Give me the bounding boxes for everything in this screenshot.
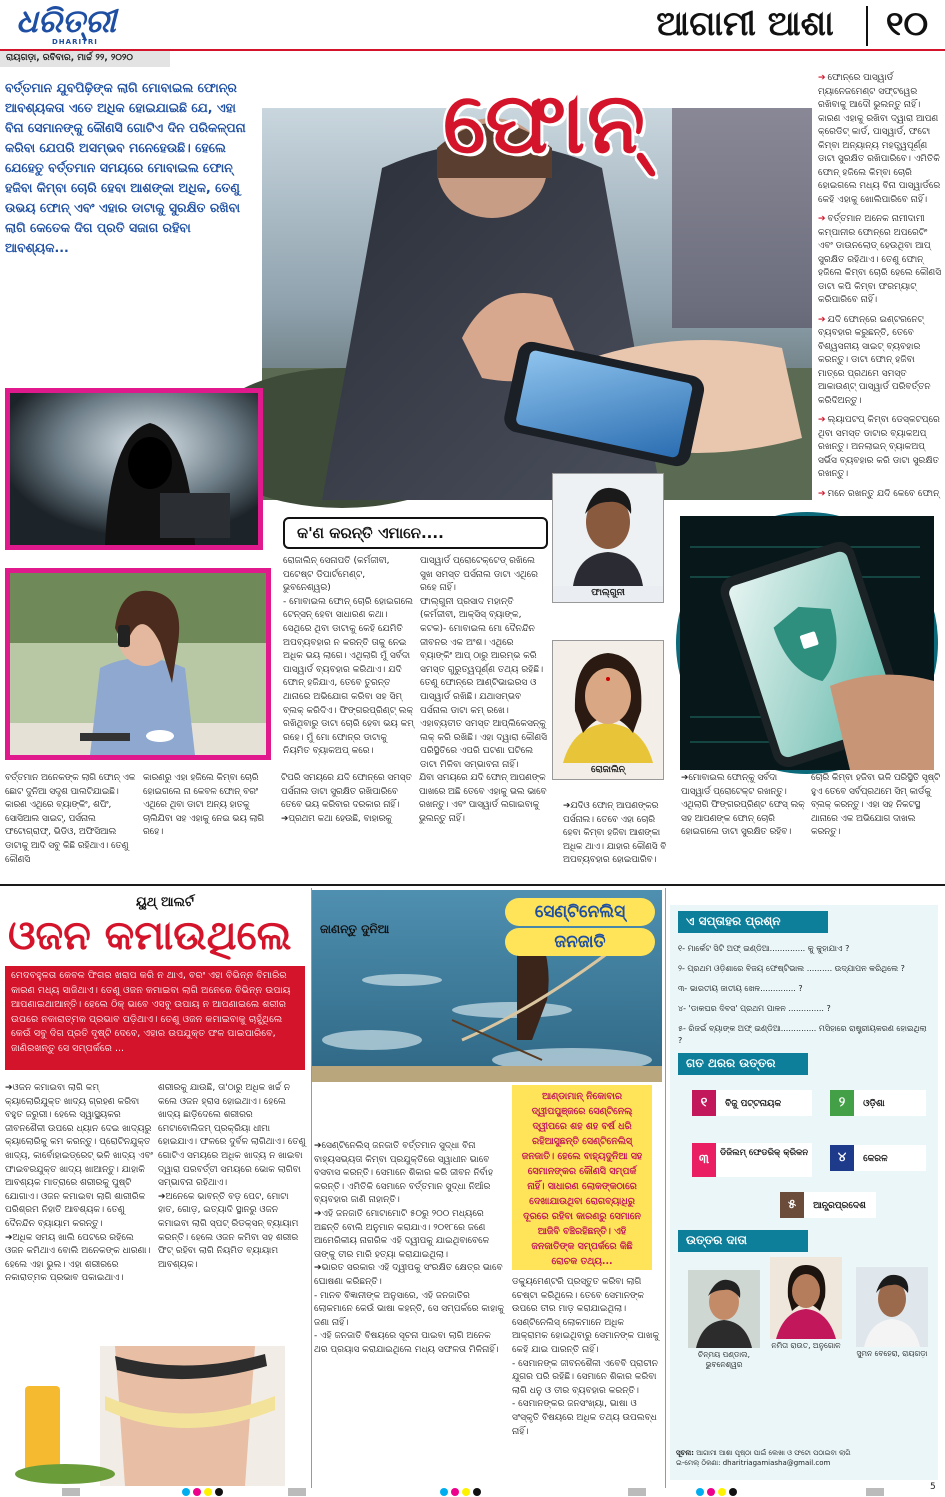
quiz-note [676,1448,934,1468]
lower-col-f: ➔ମୋବାଇଲ ଫୋନ୍‌କୁ ସର୍ବଦା ପାସ୍‌ୱାର୍ଡ ପ୍ରୋଟେକ୍ଟ ରଖନ୍ତୁ। ଏଥିଲାଗି ଫିଙ୍ଗରପ୍ରିଣ୍ଟ ଫେସ୍ ଲକ୍ ସହ ଆପଣଙ୍କ ଫୋନ୍ ଚୋରି ହୋଇଗଲେ ଡାଟା ସୁରକ୍ଷିତ ରହିବ। [681,773,808,838]
lower-col-e: ➔ଯଦିଓ ଫୋନ୍ ଆପଣଙ୍କର ପର୍ସନାଲ। ତେବେ ଏହା ଚୋରି ହେବା କିମ୍ବା ହଜିବା ଆଶଙ୍କା ଅଧିକ ଥାଏ। ଯାହାର କୌଣସି ବି ଅପବ୍ୟବହାର ହୋଇପାରିବ। [563,801,670,866]
sentinel-kicker: ଜାଣନ୍ତୁ ଦୁନିଆ [320,922,390,936]
sentinel-quiz-divider [665,888,666,1488]
dateline: ରାୟଗଡ଼ା, ରବିବାର, ମାର୍ଚ୍ଚ ୨୨, ୨୦୨୦ [6,53,133,63]
hacker-photo [5,388,263,550]
answer-4 [830,1145,926,1171]
sentinel-title-2: ଜନଜାତି [505,928,655,956]
tip-2: ➔ ବର୍ତ୍ତମାନ ଅନେକ ନାମୀଦାମୀ କମ୍ପାନୀର ଫୋନ୍‌ରେ ଅପରେଟିଂ ଏବଂ ଡାଉନଲୋଡ୍ ହେଉଥିବା ଆପ୍ ସୁରକ୍ଷିତ ରହିଥାଏ। ତେଣୁ ଫୋନ୍ ହଜିଲେ କିମ୍ବା ଚୋରି ହେଲେ କୌଣସି ଡାଟା କପି କିମ୍ବା ଫରମ୍ୟାଟ୍ କରିପାରିବେ ନାହିଁ। [818,213,943,308]
sentinel-col-1: ➔ସେଣ୍ଟିନେଲିସ୍ ଜନଜାତି ବର୍ତ୍ତମାନ ସୁଦ୍ଧା ବିନା ବାହ୍ୟସଭ୍ୟତା କିମ୍ବା ପ୍ରଯୁକ୍ତିରେ ସ୍ୱାଧୀନ ଭାବେ ବସବାସ କରନ୍ତି। ସେମାନେ ଶିକାର କରି ଜୀବନ ନିର୍ବାହ କରନ୍ତି। ଏମିତିକି ସେମାନେ ବର୍ତ୍ତମାନ ସୁଦ୍ଧା ନିଆଁର ବ୍ୟବହାର ଜାଣି ନାହାନ୍ତି। ➔ଏହି ଜନଜାତି ମୋଟାମୋଟି ୫୦ରୁ ୨୦୦ ମଧ୍ୟରେ ଅଛନ୍ତି ବୋଲି ଅନୁମାନ କରାଯାଏ। ୨୦୧୮ରେ ଜଣେ ଆମେରିକୀୟ ନାଗରିକ ଏହି ଦ୍ୱୀପକୁ ଯାଇଥିବାବେଳେ ତାଙ୍କୁ ତୀର ମାରି ହତ୍ୟା କରାଯାଇଥିଲା। ➔ଭାରତ ସରକାର ଏହି ଦ୍ୱୀପକୁ ସଂରକ୍ଷିତ କ୍ଷେତ୍ର ଭାବେ ଘୋଷଣା କରିଛନ୍ତି। - ମାନବ ବିଜ୍ଞାନୀଙ୍କ ଅନୁସାରେ, ଏହି ଜନଜାତିର ଲୋକମାନେ କେଉଁ ଭାଷା କହନ୍ତି, ସେ ସମ୍ପର୍କରେ କାହାକୁ ଜଣା ନାହିଁ। - ଏହି ଜନଜାତି ବିଷୟରେ ସୂଚନା ପାଇବା ଲାଗି ଅନେକ ଥର ପ୍ରୟାସ କରାଯାଇଥିଲେ ମଧ୍ୟ ସଫଳତା ମିଳିନାହିଁ। [314,1141,505,1355]
answer-5-text: ଆନ୍ଧ୍ରପ୍ରଦେଶ [813,1201,866,1211]
solver-1-avatar [688,1270,760,1348]
weight-standfirst: ମେଦବହୁଳତା କେବଳ ଫିଗର ଖରାପ କରି ନ ଥାଏ, ବରଂ ଏହା ବିଭିନ୍ନ ବିମାରିର କାରଣ ମଧ୍ୟ ସାଜିଥାଏ। ତେଣୁ ଓଜନ କମାଇବା ଲାଗି ଅନେକେ ବିଭିନ୍ନ ଉପାୟ ଆପଣାଇଥାଆନ୍ତି। ହେଲେ ଠିକ୍ ଭାବେ ଏସବୁ ଉପାୟ ନ ଆପଣାଇଲେ ଶରୀର ଉପରେ ନକାରାତ୍ମକ ପ୍ରଭାବ ପଡ଼ିଥାଏ। ତେଣୁ ଓଜନ କମାଇବାକୁ ଚାହୁଁଥିଲେ କେଉଁ ସବୁ ଦିଗ ପ୍ରତି ଦୃଷ୍ଟି ଦେବେ, ଏହାର ଉପଯୁକ୍ତ ଫଳ ପାଇପାରିବେ, ଜାଣିରଖନ୍ତୁ ସେ ସମ୍ପର୍କରେ ... [5,966,305,1070]
answer-2-num: ୨ [830,1090,854,1116]
tip-3: ➔ ଯଦି ଫୋନ୍‌ରେ ଇଣ୍ଟରନେଟ୍ ବ୍ୟବହାର କରୁଛନ୍ତି, ତେବେ ବିଶ୍ୱସନୀୟ ସାଇଟ୍ ବ୍ୟବହାର କରନ୍ତୁ। ଡାଟା ଫୋନ୍ ହଜିବା ମାତ୍ରେ ପ୍ରଥମେ ସମସ୍ତ ଆକାଉଣ୍ଟ୍ ପାସ୍‌ୱାର୍ଡ ପରିବର୍ତ୍ତନ କରିଦିଅନ୍ତୁ। [818,314,943,409]
solver-2-photo [770,1257,842,1339]
section-title: ଆଗାମୀ ଆଶା [656,4,834,44]
sentinel-highlight-box: ଆଣ୍ଡାମାନ୍ ନିକୋବାର ଦ୍ୱୀପପୁଞ୍ଜରେ ସେଣ୍ଟିନେଲ୍ ଦ୍ୱୀପରେ ଶହ ଶହ ବର୍ଷ ଧରି ରହିଆସୁଛନ୍ତି ସେଣ୍ଟିନେଲିସ୍ ଜନଜାତି। ହେଲେ ବାହ୍ୟଦୁନିଆ ସହ ସେମାନଙ୍କର କୌଣସି ସମ୍ପର୍କ ନାହିଁ। ସାଧାରଣ ଲୋକଙ୍କଠାରେ ଦେଖାଯାଉଥିବା ରୋଗବ୍ୟାଧିରୁ ଦୂରରେ ରହିବା କାରଣରୁ ସେମାନେ ଆଜିବି ବଞ୍ଚିରହିଛନ୍ତି। ଏହି ଜନଜାତିଙ୍କ ସମ୍ପର୍କରେ କିଛି ରୋଚକ ତଥ୍ୟ... [512,1085,652,1270]
measuring-tape-art [5,1346,285,1486]
tips-column [818,72,943,502]
quiz-question-4: ୪- 'ଡାକଘର ଦିବସ' ପ୍ରଥମ ପାଳନ .............. ? [678,1004,831,1013]
dateline-bar [0,51,170,67]
phalguni-label: ଫାଲ୍‌ଗୁନୀ [591,588,625,598]
solver-3-avatar [856,1267,928,1347]
answer-4-text: କେରଳ [863,1154,888,1164]
rojalin-portrait-art [553,641,663,763]
solver-2 [770,1257,842,1351]
quiz-question-3: ୩- ଭାରତୀୟ ଜାତୀୟ ଖେଳ.............. ? [678,984,803,993]
lower-text-band [5,772,943,880]
section-divider [866,6,868,46]
solver-3-name: ସୁମନ ବେହେରା, ରାୟଗଡ଼ା [856,1349,928,1358]
quiz-note-text: ଆଗାମୀ ଆଶା ପୃଷ୍ଠା ପାଇଁ ଲେଖା ଓ ଫଟୋ ପଠାଇବା ଲାଗି [696,1449,851,1457]
quiz-questions [678,943,933,1047]
logo-sub: DHARITRI [52,38,98,46]
solvers-heading: ଉତ୍ତର ଦାତା [678,1230,808,1252]
masthead [0,0,945,68]
footer-page-number: 5 [930,1482,936,1492]
solver-2-name: ନମିତା ରାଉତ, ଅନୁଗୋଳ [771,1341,841,1350]
lower-col-a: ବର୍ତ୍ତମାନ ଅନେକଙ୍କ ଲାଗି ଫୋନ୍ ଏକ ଛୋଟ ଦୁନିଆ ସଦୃଶ ପାଲଟିଯାଇଛି। କାରଣ ଏଥିରେ ବ୍ୟାଙ୍କିଂ, ଶପିଂ, ସୋସିଆଲ ସାଇଟ୍, ପର୍ସନାଲ ଫଟୋଗ୍ରାଫ୍, ଭିଡିଓ, ଅଫିସିଆଲ ଡାଟାକୁ ଆଦି ସବୁ କିଛି ରହିଥାଏ। ତେଣୁ କୌଣସି [5,773,139,865]
grey-swatch [62,1488,80,1496]
answer-1 [692,1090,812,1116]
quiz-email: dharitriagamiasha@gmail.com [722,1459,831,1467]
cmyk-dots-right [696,1488,737,1496]
lower-col-b: କାରଣରୁ ଏହା ହଜିଲେ କିମ୍ବା ଚୋରି ହୋଇଗଲେ ନା କେବଳ ଫୋନ୍ ବରଂ ଏଥିରେ ଥିବା ଡାଟା ଅନ୍ୟ ହାତକୁ ଚାଲିଯିବା ସହ ଏହାକୁ ନେଇ ଭୟ ଲାଗି ରହେ। [143,773,267,838]
answer-3-text: ଡିଜିଲମ୍ ଫେଡରିକ୍ କ୍ରିକନ [720,1148,809,1158]
lead-headline: ଫୋନ୍ [443,74,647,172]
measuring-tape-photo [5,1346,285,1486]
secure-phone-circle [676,512,938,774]
solver-2-avatar [770,1257,842,1339]
opinion-phalguni-text: ପାସ୍‌ୱାର୍ଡ ପ୍ରୋଟେକ୍ଟେଡ୍ ରଖିଲେ ସୁଖ ସମସ୍ତ ପର୍ସନାଲ ଡାଟା ଏଥିରେ ରହେ ନାହିଁ। ଫାଲ୍‌ଗୁନୀ ପ୍ରସାଦ ମହାନ୍ତି (କର୍ମଜୀବୀ, ଆକ୍ସିସ୍ ବ୍ୟାଙ୍କ, କଟକ)- ମୋବାଇଲ ମୋ ଦୈନନ୍ଦିନ ଜୀବନର ଏକ ଅଂଶ। ଏଥିରେ ବ୍ୟାଙ୍କିଂ ଆପ୍ ଠାରୁ ଆରମ୍ଭ କରି ସମସ୍ତ ଗୁରୁତ୍ୱପୂର୍ଣ୍ଣ ତଥ୍ୟ ରହିଛି। ତେଣୁ ଫୋନ୍‌ରେ ଆଣ୍ଟିଭାଇରସ ଓ ପାସ୍‌ୱାର୍ଡ ରଖିଛି। ଯଥାସମ୍ଭବ ପର୍ସନାଲ ଡାଟା କମ୍ ରଖେ। ଏହାବ୍ୟତୀତ ସମସ୍ତ ଆପ୍ଲିକେସନ୍‌କୁ ଲକ୍ କରି ରଖିଛି। ଏହା ଦ୍ୱାରା କୌଣସି ପରିସ୍ଥିତିରେ ଏପରି ଘଟଣା ଘଟିଲେ ଡାଟା ମିଳିବା ସମ୍ଭାବନା ନାହିଁ। [420,556,548,770]
answer-3 [692,1143,812,1177]
tip-4: ➔ ଲ୍ୟାପଟପ୍ କିମ୍ବା ଡେସ୍କଟପ୍‌ରେ ଥିବା ସମସ୍ତ ଡାଟାର ବ୍ୟାକଅପ୍ ରଖନ୍ତୁ। ଅନଲାଇନ୍ ବ୍ୟାକଅପ୍ ସର୍ଭିସ ବ୍ୟବହାର କରି ଡାଟା ସୁରକ୍ଷିତ ରଖନ୍ତୁ। [818,414,943,482]
secure-phone-art [680,516,934,770]
opinions-heading: କ'ଣ କରନ୍ତି ଏମାନେ.... [297,524,444,542]
rojalin-portrait [552,640,664,780]
lead-intro: ବର୍ତ୍ତମାନ ଯୁବପିଢ଼ିଙ୍କ ଲାଗି ମୋବାଇଲ ଫୋନ୍‌ର ଆବଶ୍ୟକତା ଏତେ ଅଧିକ ହୋଇଯାଇଛି ଯେ, ଏହା ବିନା ସେମାନଙ୍କୁ କୌଣସି ଗୋଟିଏ ଦିନ ପରିକଳ୍ପନା କରିବା ଯେପରି ଅସମ୍ଭବ ମନେହେଉଛି। ହେଲେ ଯେହେତୁ ବର୍ତ୍ତମାନ ସମୟରେ ମୋବାଇଲ ଫୋନ୍ ହଜିବା କିମ୍ବା ଚୋରି ହେବା ଆଶଙ୍କା ଅଧିକ, ତେଣୁ ଉଭୟ ଫୋନ୍ ଏବଂ ଏହାର ଡାଟାକୁ ସୁରକ୍ଷିତ ରଖିବା ଲାଗି କେତେକ ଦିଗ ପ୍ରତି ସଜାଗ ରହିବା ଆବଶ୍ୟକ... [5,80,246,255]
solver-1 [688,1270,760,1370]
weight-kicker: ୟୁଥ୍ ଆଲର୍ଟ [136,895,194,910]
sentinel-title-box [505,898,655,966]
page-number: ୧୦ [885,4,929,44]
answer-2 [830,1090,926,1116]
phalguni-portrait-art [553,474,663,586]
lower-col-c: ଟିପରି ସମୟରେ ଯଦି ଫୋନ୍‌ରେ ସମସ୍ତ ପର୍ସନାଲ ଡାଟା ସୁରକ୍ଷିତ ରଖିପାରିବେ ତେବେ ଭୟ କରିବାର ଦରକାର ନାହିଁ। ➔ପ୍ରଥମ କଥା ହେଉଛି, ବାହାରକୁ [281,773,415,824]
cmyk-dots-left [182,1488,223,1496]
woman-phone-photo [5,568,271,760]
sentinel-title-1: ସେଣ୍ଟିନେଲିସ୍ [505,898,655,926]
quiz-email-label: ଇ-ମେଲ୍ ଠିକଣା: [676,1459,721,1467]
solver-1-photo [688,1270,760,1348]
masthead-logo [14,2,164,48]
opinion-rojalin-text: ରୋଜାଲିନ୍ ସେନାପତି (କର୍ମଜୀବୀ, ପଟେଷ୍ଟ ଡିପାର୍ଟମେଣ୍ଟ, ଭୁବନେଶ୍ୱର) - ମୋବାଇଲ ଫୋନ୍ ଚୋରି ହୋଇଗଲେ ଟେନ୍‌ସନ୍ ହେବା ସାଧାରଣ କଥା। ସେଥିରେ ଥିବା ଡାଟାକୁ କେହି ଯେମିତି ଅପବ୍ୟବହାର ନ କରନ୍ତି ତାକୁ ନେଇ ଅଧିକ ଭୟ ଲାଗେ। ଏଥିଲାଗି ମୁଁ ସର୍ବଦା ପାସ୍‌ୱାର୍ଡ ବ୍ୟବହାର କରିଥାଏ। ଯଦି ଫୋନ୍ ହଜିଯାଏ, ତେବେ ତୁରନ୍ତ ଥାନାରେ ଅଭିଯୋଗ କରିବା ସହ ସିମ୍ ବ୍ଲକ୍ କରିଦିଏ। ଫିଙ୍ଗରପ୍ରିଣ୍ଟ୍ ଲକ୍ ରଖିଥିବାରୁ ଡାଟା ଚୋରି ହେବା ଭୟ କମ୍ ରହେ। ମୁଁ ମୋ ଫୋନ୍‌ର ଡାଟାକୁ ନିୟମିତ ବ୍ୟାକଅପ୍ କରେ। [283,556,414,757]
answer-2-text: ଓଡ଼ିଶା [863,1099,885,1109]
lower-col-d: ଯିବା ସମୟରେ ଯଦି ଫୋନ୍ ଆପଣଙ୍କ ପାଖରେ ଅଛି ତେବେ ଏହାକୁ ଭଲ ଭାବେ ରଖନ୍ତୁ। ଏବଂ ପାସ୍‌ୱାର୍ଡ ଲଗାଇବାକୁ ଭୁଲନ୍ତୁ ନାହିଁ। [419,773,550,824]
answer-5 [780,1192,876,1218]
answer-3-num: ୩ [692,1143,716,1177]
quiz-question-2: ୨- ପ୍ରଥମ ଓଡ଼ିଶାରେ ବିଜୟ ଫେଷ୍ଟିଭାଲ .......... ଉଦ୍‌ଯାପନ କରିଥିଲେ ? [678,964,905,973]
weight-col-1: ➔ଓଜନ କମାଇବା ଲାଗି କମ୍ କ୍ୟାଲୋରିଯୁକ୍ତ ଖାଦ୍ୟ ଗ୍ରହଣ କରିବା ବହୁତ ଜରୁରୀ। ହେଲେ ସ୍ୱାସ୍ଥ୍ୟକର ଜୀବନଶୈଳୀ ଉପରେ ଧ୍ୟାନ ଦେଇ ଖାଦ୍ୟରୁ କ୍ୟାଲୋରିକୁ କମ କରନ୍ତୁ। ପ୍ରୋଟିନଯୁକ୍ତ ଖାଦ୍ୟ, କାର୍ବୋହାଇଡ୍ରେଟ୍ ଭଳି ଖାଦ୍ୟ ଏବଂ ଫାଇବରଯୁକ୍ତ ଖାଦ୍ୟ ଖାଆନ୍ତୁ। ଯାହାକି ଆବଶ୍ୟକ ମାତ୍ରାରେ ଶରୀରକୁ ପୁଷ୍ଟି ଯୋଗାଏ। ଓଜନ କମାଇବା ଲାଗି ଶାରୀରିକ ପରିଶ୍ରମ ନିହାତି ଆବଶ୍ୟକ। ତେଣୁ ଦୈନନ୍ଦିନ ବ୍ୟାୟାମ କରନ୍ତୁ। ➔ଅଧିକ ସମୟ ଖାଲି ପେଟରେ ରହିଲେ ଓଜନ କମିଥାଏ ବୋଲି ଅନେକଙ୍କ ଧାରଣା। ହେଲେ ଏହା ଭୁଲ। ଏହା ଶରୀରରେ ନକାରାତ୍ମକ ପ୍ରଭାବ ପକାଇଥାଏ। [5,1083,153,1284]
weight-col-2: ଶରୀରକୁ ଯାଉଛି, ତା'ଠାରୁ ଅଧିକ ଖର୍ଚ୍ଚ ନ କଲେ ଓଜନ ହ୍ରାସ ହୋଇଥାଏ। ହେଲେ ଖାଦ୍ୟ ଛାଡ଼ିଦେଲେ ଶରୀରର ମେଟାବୋଲିଜମ୍ ପ୍ରକ୍ରିୟା ଧୀମା ହୋଇଯାଏ। ଫଳରେ ଦୁର୍ବଳ ଲାଗିଥାଏ। ତେଣୁ ଗୋଟିଏ ସମୟରେ ଅଧିକ ଖାଦ୍ୟ ନ ଖାଇବା ଦ୍ୱାରା ପରବର୍ତ୍ତୀ ସମୟରେ ଭୋକ ଲାଗିବା ସମ୍ଭାବନା ରହିଥାଏ। ➔ଅନେକେ ଭାବନ୍ତି ବଡ଼ ପେଟ, ମୋଟା ହାତ, ଗୋଡ଼, ଇତ୍ୟାଦି ସ୍ଥାନରୁ ଓଜନ କମାଇବା ଲାଗି ସ୍ପଟ୍ ରିଡକ୍ସନ୍ ବ୍ୟାୟାମ କରନ୍ତି। ହେଲେ ଓଜନ କମିବା ସହ ଶରୀର ଫିଟ୍ ରହିବା ଲାଗି ନିୟମିତ ବ୍ୟାୟାମ ଆବଶ୍ୟକ। [158,1083,306,1270]
solver-3-photo [856,1267,928,1347]
quiz-heading: ଏ ସପ୍ତାହର ପ୍ରଶ୍ନ [678,911,828,933]
tip-5: ➔ ମନେ ରଖନ୍ତୁ ଯଦି କେବେ ଫୋନ୍ [818,488,943,502]
quiz-question-1: ୧- ମାର୍କେଟ ସିଟି ଅଫ୍ ଇଣ୍ଡିଆ.............. କୁ କୁହାଯାଏ ? [678,944,850,953]
answer-1-text: ବିଜୁ ପଟ୍ଟନାୟକ [725,1099,782,1109]
quiz-note-label: ସୂଚନା: [676,1449,694,1457]
grey-swatch-4 [866,1488,884,1496]
sentinel-col-2: ଡକ୍ୟୁମେଣ୍ଟରି ପ୍ରସ୍ତୁତ କରିବା ଲାଗି ଚେଷ୍ଟା କରିଥିଲେ। ତେବେ ସେମାନଙ୍କ ଉପରେ ତୀର ମାଡ଼ କରାଯାଇଥିଲା। ସେଣ୍ଟିନେଲିସ୍ ଲୋକମାନେ ଅଧିକ ଆକ୍ରାମକ ହୋଇଥିବାରୁ ସେମାନଙ୍କ ପାଖକୁ କେହି ଯାଇ ପାରନ୍ତି ନାହିଁ। - ସେମାନଙ୍କ ଜୀବନଶୈଳୀ ଏବେବି ପ୍ରାଚୀନ ଯୁଗର ପରି ରହିଛି। ସେମାନେ ଶିକାର କରିବା ଲାଗି ଧନୁ ଓ ତୀର ବ୍ୟବହାର କରନ୍ତି। - ସେମାନଙ୍କର ଜନସଂଖ୍ୟା, ଭାଷା ଓ ସଂସ୍କୃତି ବିଷୟରେ ଅଧିକ ତଥ୍ୟ ଉପଲବ୍ଧ ନାହିଁ। [512,1277,660,1437]
phalguni-portrait [552,473,664,603]
hacker-art [10,393,258,545]
rojalin-label: ରୋଜାଲିନ୍ [591,765,625,775]
opinions-heading-box [283,517,548,549]
grey-swatch-3 [628,1488,646,1496]
solver-3 [856,1267,928,1359]
section-divider-line [0,884,945,886]
woman-phone-art [10,573,266,755]
answer-5-num: ୫ [780,1192,804,1218]
grey-swatch-2 [288,1488,306,1496]
answers-heading: ଗତ ଥରର ଉତ୍ତର [678,1053,808,1075]
weight-headline: ଓଜନ କମାଉଥିଲେ [8,913,292,959]
cmyk-dots-mid [440,1488,481,1496]
solver-1-name: ଚିନ୍ମୟ ପଣ୍ଡାଲ, ଭୁବନେଶ୍ୱର [697,1350,751,1369]
footer-registration-marks [0,1482,945,1497]
tip-1: ➔ ଫୋନ୍‌ରେ ପାସ୍‌ୱାର୍ଡ ମ୍ୟାନେଜମେଣ୍ଟ ସଫ୍ଟୱେର ରଖିବାକୁ ଆଦୌ ଭୁଲନ୍ତୁ ନାହିଁ। କାରଣ ଏହାକୁ ରଖିବା ଦ୍ୱାରା ଆପଣ କ୍ରେଡିଟ୍ କାର୍ଡ, ପାସ୍‌ୱାର୍ଡ, ଫଟୋ କିମ୍ବା ଅନ୍ୟାନ୍ୟ ମହତ୍ତ୍ୱପୂର୍ଣ୍ଣ ଡାଟା ସୁରକ୍ଷିତ ରଖିପାରିବେ। ଏମିତିକି ଫୋନ୍ ହଜିଲେ କିମ୍ବା ଚୋରି ହୋଇଗଲେ ମଧ୍ୟ ବିନା ପାସ୍‌ୱାର୍ଡରେ କେହି ଏହାକୁ ଖୋଲିପାରିବେ ନାହିଁ। [818,72,943,207]
answer-4-num: ୪ [830,1145,854,1171]
lower-col-g: ଚୋରି କିମ୍ବା ହଜିବା ଭଳି ପରିସ୍ଥିତି ସୃଷ୍ଟି ହୁଏ ତେବେ ସର୍ବପ୍ରଥମେ ସିମ୍ କାର୍ଡକୁ ବ୍ଲକ୍ କରନ୍ତୁ। ଏହା ସହ ନିକଟସ୍ଥ ଥାନାରେ ଏକ ଅଭିଯୋଗ ଦାଖଲ କରନ୍ତୁ। [811,773,943,838]
answer-1-num: ୧ [692,1090,716,1116]
logo-text: ଧରିତ୍ରୀ [16,2,116,40]
quiz-question-5: ୫- ରିଜର୍ଭ ବ୍ୟାଙ୍କ ଅଫ୍ ଇଣ୍ଡିଆ.............. ମସିହାରେ ରାଷ୍ଟ୍ରୀୟକରଣ ହୋଇଥିଲା ? [678,1024,927,1045]
quiz-panel [670,905,938,1480]
